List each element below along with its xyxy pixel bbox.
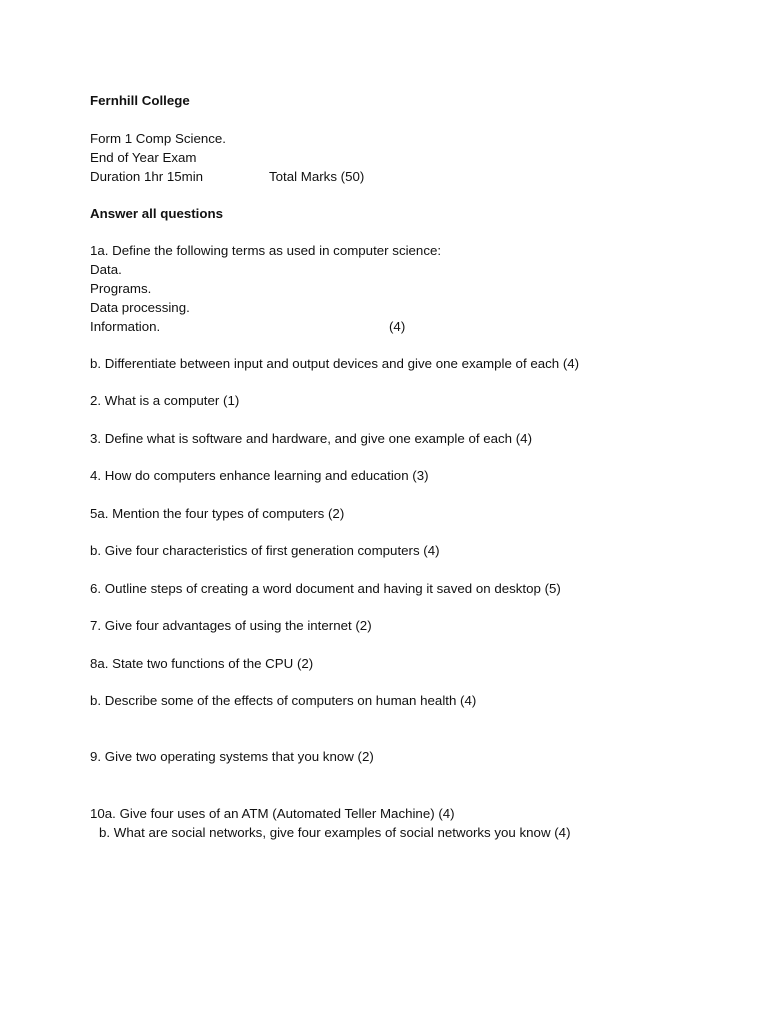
term-data-processing: Data processing. — [90, 300, 190, 315]
term-programs: Programs. — [90, 281, 152, 296]
form-subject: Form 1 Comp Science. — [90, 131, 226, 146]
term-information: Information. — [90, 319, 161, 334]
question-2: 2. What is a computer (1) — [90, 393, 240, 408]
question-7: 7. Give four advantages of using the internet (2) — [90, 618, 372, 633]
term-data: Data. — [90, 262, 122, 277]
instruction: Answer all questions — [90, 206, 224, 221]
question-1b: b. Differentiate between input and output devices and give one example of each (4) — [90, 356, 580, 371]
exam-name: End of Year Exam — [90, 150, 197, 165]
exam-duration: Duration 1hr 15min — [90, 169, 204, 184]
question-9: 9. Give two operating systems that you know (2) — [90, 749, 374, 764]
question-1a-marks: (4) — [389, 319, 406, 334]
college-name: Fernhill College — [90, 93, 190, 108]
total-marks: Total Marks (50) — [269, 169, 365, 184]
question-5b: b. Give four characteristics of first generation computers (4) — [90, 543, 440, 558]
question-3: 3. Define what is software and hardware, and give one example of each (4) — [90, 431, 533, 446]
question-5a: 5a. Mention the four types of computers (2) — [90, 506, 345, 521]
question-10b: b. What are social networks, give four examples of social networks you know (4) — [99, 825, 571, 840]
question-10a: 10a. Give four uses of an ATM (Automated Teller Machine) (4) — [90, 806, 455, 821]
question-8b: b. Describe some of the effects of computers on human health (4) — [90, 693, 477, 708]
question-6: 6. Outline steps of creating a word document and having it saved on desktop (5) — [90, 581, 561, 596]
question-1a: 1a. Define the following terms as used in computer science: — [90, 243, 442, 258]
question-8a: 8a. State two functions of the CPU (2) — [90, 656, 314, 671]
question-4: 4. How do computers enhance learning and education (3) — [90, 468, 429, 483]
